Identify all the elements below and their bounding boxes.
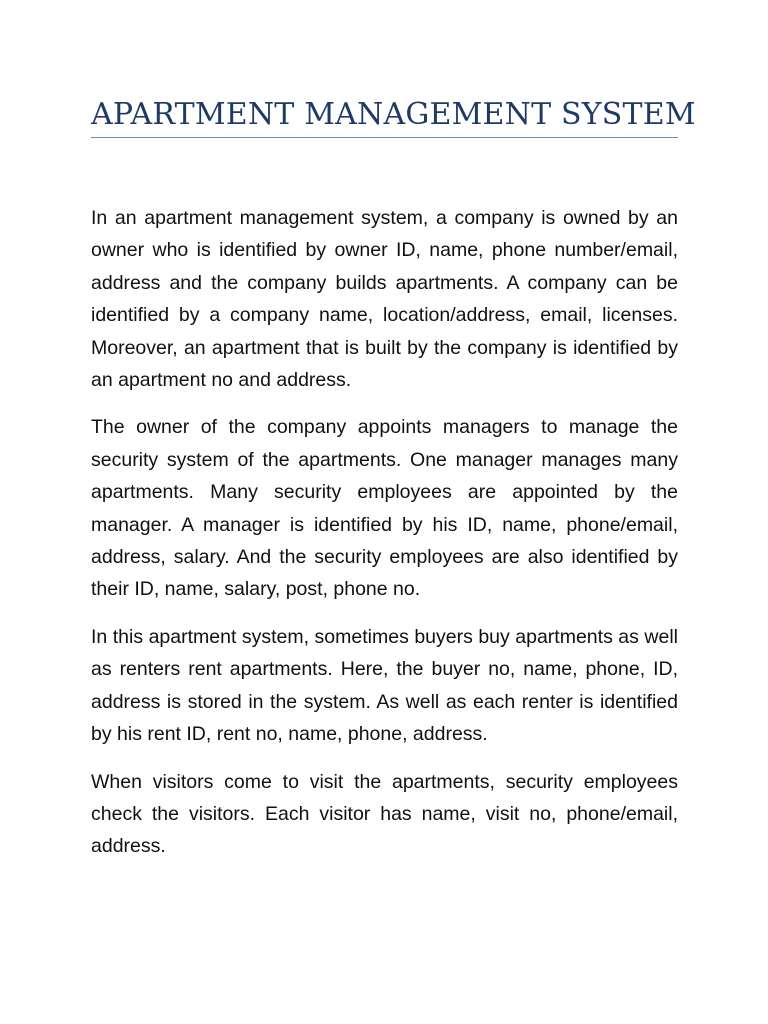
document-body [91,202,678,878]
paragraph-buyers-renters: In this apartment system, sometimes buyers buy apartments as well as renters rent apartments. Here, the buyer no, name, phone, ID, address is stored in the system. As well as each renter is identified by his rent ID, rent no, name, phone, address. [91,625,678,746]
paragraph-company-owner: In an apartment management system, a company is owned by an owner who is identified by owner ID, name, phone number/email, address and the company builds apartments. A company can be identified by a company name, location/address, email, licenses. Moreover, an apartment that is built by the company is identified by an apartment no and address. [91,207,678,392]
document-title: APARTMENT MANAGEMENT SYSTEM [91,97,696,132]
title-underline-divider [91,137,678,138]
paragraph-visitors: When visitors come to visit the apartments, security employees check the visitors. Each visitor has name, visit no, phone/email, address. [91,770,678,858]
paragraph-managers-security: The owner of the company appoints managers to manage the security system of the apartments. One manager manages many apartments. Many security employees are appointed by the manager. A manager is identified by his ID, name, phone/email, address, salary. And the security employees are also identified by their ID, name, salary, post, phone no. [91,416,678,601]
